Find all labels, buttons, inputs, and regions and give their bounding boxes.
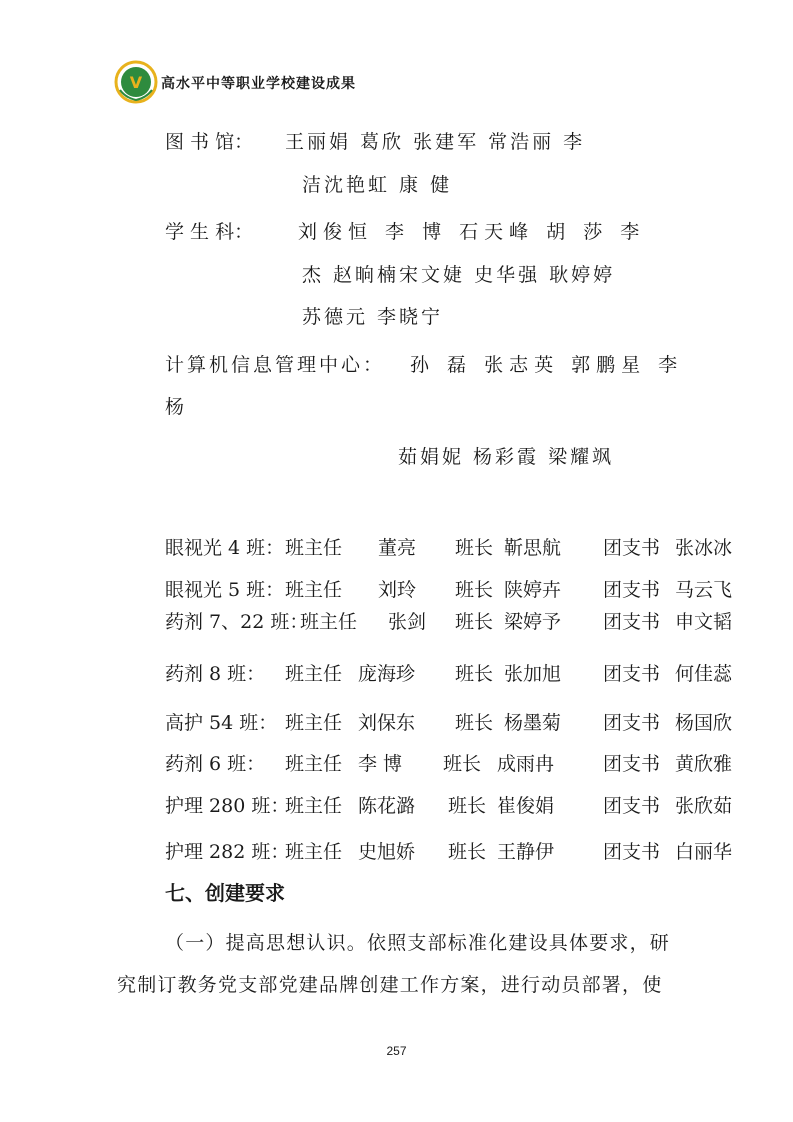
class-row-person: 成雨冉 [497,753,555,775]
student-names-3: 苏德元 李晓宁 [302,306,444,328]
class-row-role: 团支书 [603,663,661,685]
class-row-role: 团支书 [603,579,661,601]
class-row-person: 靳思航 [504,537,562,559]
logo-letter: V [129,73,143,92]
class-row-role: 班长 [455,579,494,601]
class-row-role: 团支书 [603,841,661,863]
class-row-person: 史旭娇 [358,841,416,863]
library-names-1: 王丽娟 葛欣 张建军 常浩丽 李 [285,131,586,153]
class-row-name: 药剂 7、22 班： [165,611,309,633]
class-row-role: 班主任 [285,753,343,775]
class-row-role: 班主任 [285,712,343,734]
class-row-role: 团支书 [603,537,661,559]
computer-names-1: 孙 磊 张志英 郭鹏星 李 [410,354,684,376]
class-row-role: 团支书 [603,795,661,817]
page-number: 257 [386,1044,407,1058]
section-paragraph-line-2: 究制订教务党支部党建品牌创建工作方案，进行动员部署，使 [117,974,663,996]
class-row-person: 刘玲 [378,579,417,601]
section-heading: 七、创建要求 [165,881,285,905]
class-row-role: 班主任 [285,663,343,685]
class-row-person: 刘保东 [358,712,416,734]
class-row-person: 何佳蕊 [675,663,733,685]
class-row-person: 陕婷卉 [504,579,562,601]
class-row-role: 班主任 [285,537,343,559]
header-title: 高水平中等职业学校建设成果 [161,76,356,92]
class-row-person: 张欣茹 [675,795,733,817]
class-row-role: 班长 [455,663,494,685]
class-row-role: 班主任 [285,795,343,817]
class-row-name: 药剂 6 班： [165,753,266,775]
student-names-2: 杰 赵晌楠宋文婕 史华强 耿婷婷 [302,264,616,286]
class-row-person: 黄欣雅 [675,753,733,775]
student-label: 学 生 科： [165,221,254,243]
class-row-person: 张冰冰 [675,537,733,559]
student-names-1: 刘俊恒 李 博 石天峰 胡 莎 李 [298,221,646,243]
class-row-person: 张剑 [388,611,427,633]
class-row-role: 团支书 [603,753,661,775]
school-logo [114,60,158,104]
class-row-person: 马云飞 [675,579,733,601]
computer-label: 计算机信息管理中心： [165,354,386,376]
class-row-name: 药剂 8 班： [165,663,266,685]
class-row-name: 眼视光 4 班： [165,537,285,559]
class-row-person: 申文韬 [675,611,733,633]
library-names-2: 洁沈艳虹 康 健 [302,174,453,196]
section-paragraph-line-1: （一）提高思想认识。依照支部标准化建设具体要求，研 [165,932,671,954]
class-row-person: 崔俊娟 [497,795,555,817]
computer-names-3: 茹娟妮 杨彩霞 梁耀飒 [398,446,615,468]
class-row-person: 李 博 [358,753,403,775]
class-row-person: 杨墨菊 [504,712,562,734]
class-row-role: 班主任 [285,579,343,601]
class-row-role: 班长 [455,712,494,734]
class-row-person: 杨国欣 [675,712,733,734]
class-row-role: 班主任 [300,611,358,633]
class-row-name: 护理 282 班： [165,841,290,863]
library-label: 图 书 馆： [165,131,254,153]
class-row-person: 王静伊 [497,841,555,863]
class-row-person: 梁婷予 [504,611,562,633]
class-row-role: 班主任 [285,841,343,863]
class-row-role: 团支书 [603,712,661,734]
class-row-person: 张加旭 [504,663,562,685]
class-row-person: 庞海珍 [358,663,416,685]
computer-names-2: 杨 [165,396,185,418]
class-row-name: 护理 280 班： [165,795,290,817]
class-row-person: 陈花潞 [358,795,416,817]
class-row-role: 班长 [455,537,494,559]
class-row-role: 班长 [448,841,487,863]
class-row-role: 班长 [455,611,494,633]
class-row-role: 团支书 [603,611,661,633]
class-row-person: 董亮 [378,537,417,559]
class-row-name: 眼视光 5 班： [165,579,285,601]
class-row-name: 高护 54 班： [165,712,278,734]
class-row-person: 白丽华 [675,841,733,863]
class-row-role: 班长 [448,795,487,817]
class-row-role: 班长 [443,753,482,775]
